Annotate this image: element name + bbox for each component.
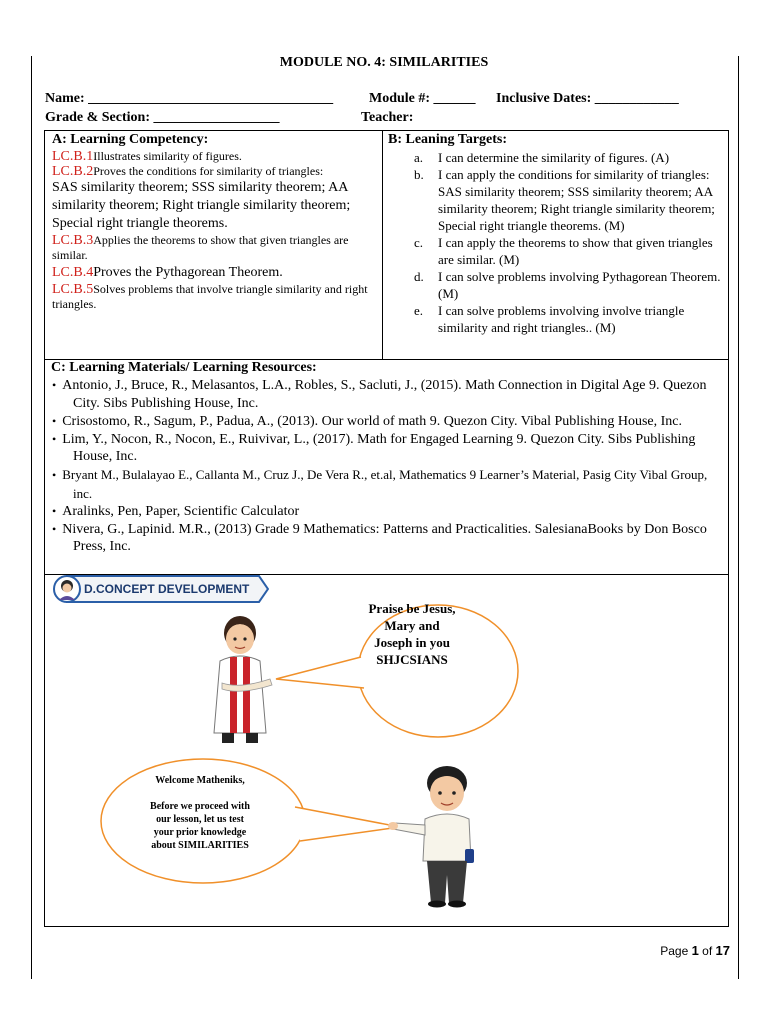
- resource-text: Antonio, J., Bruce, R., Melasantos, L.A., Robles, S., Sacluti, J., (2015). Math Connection in Digital Age 9. Quezon City. Sibs Publishing House, Inc.: [62, 378, 707, 411]
- bullet-icon: •: [52, 521, 57, 536]
- resource-item: [51, 377, 726, 412]
- teacher-character-icon: [387, 763, 497, 908]
- learning-competency-cell: [52, 131, 382, 312]
- bullet-icon: •: [52, 378, 57, 392]
- resource-text: Crisostomo, R., Sagum, P., Padua, A., (2013). Our world of math 9. Quezon City. Vibal Publishing House, Inc.: [62, 413, 683, 429]
- competency-text: Proves the Pythagorean Theorem.: [93, 265, 283, 280]
- competency-text: Applies the theorems to show that given triangles are similar.: [52, 233, 349, 262]
- learning-targets-heading: B: Leaning Targets:: [388, 132, 508, 147]
- competency-item-continued: SAS similarity theorem; SSS similarity theorem; AA similarity theorem; Right triangle similarity theorem; Special right triangle theorems.: [52, 180, 351, 231]
- competency-text: Illustrates similarity of figures.: [93, 149, 242, 163]
- target-text: I can determine the similarity of figures. (A): [438, 150, 670, 165]
- bubble-2-line: [125, 787, 275, 800]
- bullet-icon: •: [52, 431, 57, 446]
- bullet-icon: •: [52, 503, 57, 518]
- bubble-2-line: Welcome Matheniks,: [155, 775, 245, 786]
- bubble-2-text: [125, 774, 275, 852]
- target-item: [388, 268, 726, 302]
- target-text: I can apply the theorems to show that given triangles are similar. (M): [438, 235, 713, 267]
- target-marker: b.: [414, 167, 424, 182]
- column-divider: [382, 131, 383, 359]
- bubble-2-line: about SIMILARITIES: [151, 840, 249, 851]
- competency-text: Solves problems that involve triangle similarity and right triangles.: [52, 282, 368, 311]
- learning-materials-cell: [51, 359, 726, 556]
- competency-item: [52, 149, 382, 164]
- resource-text: Aralinks, Pen, Paper, Scientific Calculator: [62, 503, 300, 519]
- page-total: 17: [715, 943, 730, 958]
- learning-targets-cell: [388, 131, 726, 336]
- target-marker: d.: [414, 269, 424, 284]
- target-marker: e.: [414, 303, 424, 318]
- bubble-1-text: [342, 600, 482, 668]
- teacher-label: Teacher:: [361, 110, 414, 125]
- module-number-label: Module #: ______: [369, 91, 476, 106]
- competency-code: LC.B.5: [52, 282, 94, 297]
- target-item: [388, 234, 726, 268]
- competency-item: [52, 164, 382, 179]
- concept-banner-label: D.CONCEPT DEVELOPMENT: [84, 582, 250, 596]
- bullet-icon: •: [52, 413, 57, 428]
- bubble-1-line: Joseph in you: [374, 635, 450, 650]
- inclusive-dates-label: Inclusive Dates: ____________: [496, 91, 679, 106]
- right-margin-line: [738, 56, 739, 979]
- resource-item: [51, 413, 726, 431]
- resource-text: Nivera, G., Lapinid. M.R., (2013) Grade 9 Mathematics: Patterns and Practicalities. SalesianaBooks by Don Bosco Press, Inc.: [62, 521, 707, 554]
- target-item: [388, 149, 726, 166]
- resource-item: [51, 466, 726, 502]
- priest-character-icon: [200, 611, 290, 746]
- target-text: I can solve problems involving involve triangle similarity and right triangles.. (M): [438, 303, 685, 335]
- bubble-2-line: our lesson, let us test: [156, 814, 244, 825]
- competency-code: LC.B.3: [52, 233, 94, 248]
- bubble-2-line: your prior knowledge: [153, 827, 247, 838]
- grade-section-label: Grade & Section: __________________: [45, 110, 280, 125]
- bubble-2-line: Before we proceed with: [150, 801, 250, 812]
- name-label: Name: ___________________________________: [45, 91, 334, 106]
- target-text: I can apply the conditions for similarity of triangles: SAS similarity theorem; SSS similarity theorem; AA similarity theorem; Right triangle similarity theorem; Special right triangle theorems. (M): [438, 167, 715, 233]
- module-title: MODULE NO. 4: SIMILARITIES: [279, 55, 489, 70]
- resource-text: Bryant M., Bulalayao E., Callanta M., Cruz J., De Vera R., et.al, Mathematics 9 Learner’s Material, Pasig City Vibal Group, inc.: [62, 467, 708, 501]
- competency-item: [52, 282, 382, 312]
- target-marker: a.: [414, 150, 424, 165]
- competency-code: LC.B.1: [52, 149, 94, 164]
- target-text: I can solve problems involving Pythagorean Theorem. (M): [438, 269, 721, 301]
- bullet-icon: •: [52, 468, 57, 482]
- resource-item: [51, 503, 726, 521]
- resource-text: Lim, Y., Nocon, R., Nocon, E., Ruivivar, L., (2017). Math for Engaged Learning 9. Quezon City. Sibs Publishing House, Inc.: [62, 431, 696, 464]
- module-table: [44, 130, 729, 927]
- page-word: Page: [660, 944, 689, 958]
- learning-competency-heading: A: Learning Competency:: [52, 132, 209, 147]
- bubble-1-line: Praise be Jesus,: [368, 601, 456, 616]
- competency-code: LC.B.2: [52, 164, 94, 179]
- competency-item: [52, 264, 382, 282]
- competency-text: Proves the conditions for similarity of triangles:: [93, 164, 324, 178]
- learning-targets-list: [388, 149, 726, 336]
- learning-materials-heading: C: Learning Materials/ Learning Resources:: [51, 360, 317, 375]
- bubble-1-line: Mary and: [384, 618, 440, 633]
- left-margin-line: [31, 56, 32, 979]
- competency-code: LC.B.4: [52, 265, 94, 280]
- target-item: [388, 166, 726, 234]
- bubble-1-line: SHJCSIANS: [376, 652, 448, 667]
- target-item: [388, 302, 726, 336]
- resource-item: [51, 521, 726, 556]
- target-marker: c.: [414, 235, 424, 250]
- competency-item: [52, 233, 382, 263]
- page-footer: [660, 943, 730, 958]
- page-number: 1: [691, 943, 699, 958]
- resource-item: [51, 431, 726, 466]
- of-word: of: [702, 944, 713, 958]
